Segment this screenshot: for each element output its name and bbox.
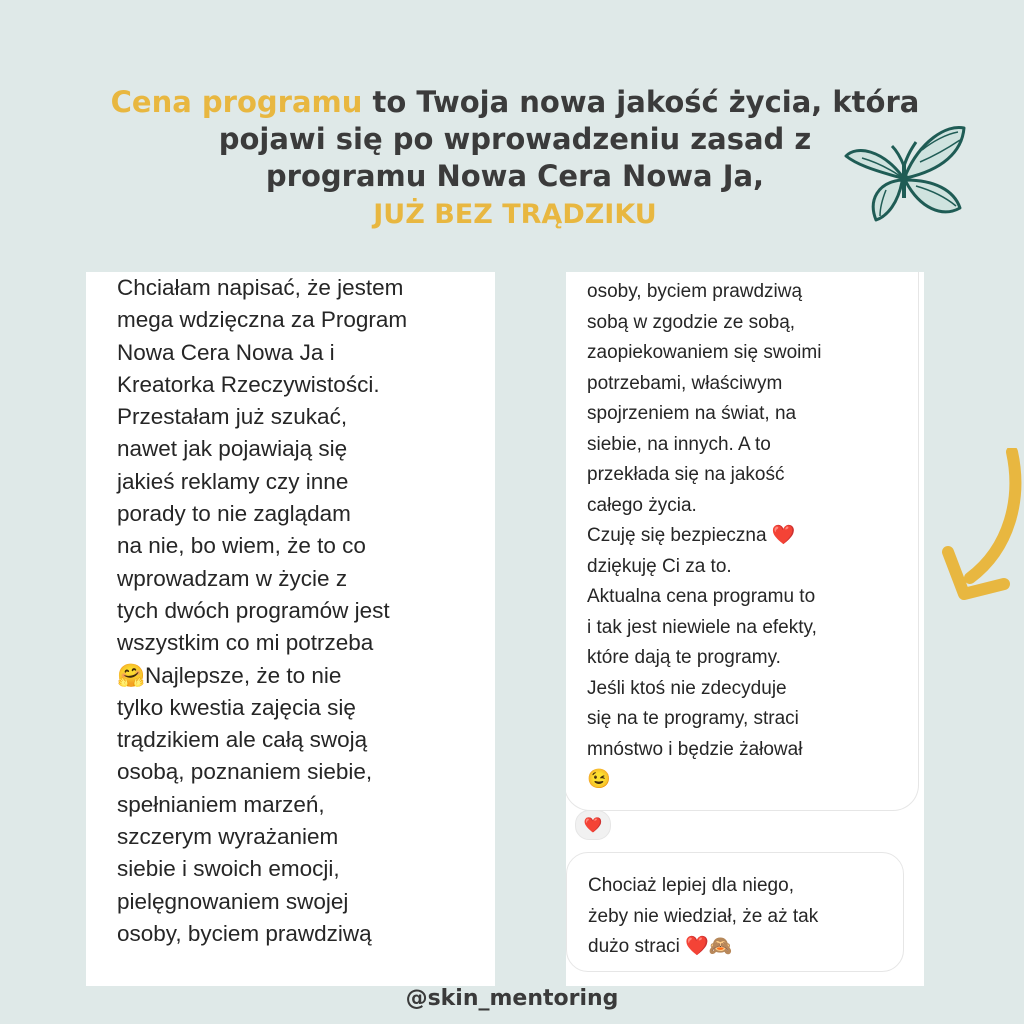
headline: [60, 84, 970, 233]
curved-arrow-icon: [940, 448, 1024, 600]
headline-subline: JUŻ BEZ TRĄDZIKU: [373, 199, 657, 230]
headline-highlight: Cena programu: [110, 85, 363, 119]
headline-line2: pojawi się po wprowadzeniu zasad z: [218, 122, 812, 156]
headline-line1: to Twoja nowa jakość życia, która: [362, 85, 920, 119]
butterfly-icon: [842, 120, 968, 228]
testimonial-right: [566, 272, 924, 986]
headline-line3: programu Nowa Cera Nowa Ja,: [265, 159, 765, 193]
chat-bubble-second: [566, 852, 904, 972]
testimonial-right-text: osoby, byciem prawdziwą sobą w zgodzie ze sobą, zaopiekowaniem się swoimi potrzebami, właściwym spojrzeniem na świat, na siebie, na innych. A to przekłada się na jakość całego życia. Czuję się bezpieczna ❤️ dziękuję Ci za to. Aktualna cena programu to i tak jest niewiele na efekty, które dają te programy. Jeśli ktoś nie zdecyduje się na te programy, straci mnóstwo i będzie żałował 😉: [587, 281, 822, 790]
testimonial-left-text: Chciałam napisać, że jestem mega wdzięczna za Program Nowa Cera Nowa Ja i Kreatorka Rzeczywistości. Przestałam już szukać, nawet jak pojawiają się jakieś reklamy czy inne porady to nie zaglądam na nie, bo wiem, że to co wprowadzam w życie z tych dwóch programów jest wszystkim co mi potrzeba 🤗Najlepsze, że to nie tylko kwestia zajęcia się trądzikiem ale całą swoją osobą, poznaniem siebie, spełnianiem marzeń, szczerym wyrażaniem siebie i swoich emocji, pielęgnowaniem swojej osoby, byciem prawdziwą: [117, 275, 408, 946]
chat-bubble-second-text: Chociaż lepiej dla niego, żeby nie wiedział, że aż tak dużo straci ❤️🙈: [588, 875, 819, 957]
testimonial-left: [86, 272, 495, 986]
footer-handle: @skin_mentoring: [405, 986, 619, 1011]
heart-reaction-icon: ❤️: [575, 810, 611, 840]
